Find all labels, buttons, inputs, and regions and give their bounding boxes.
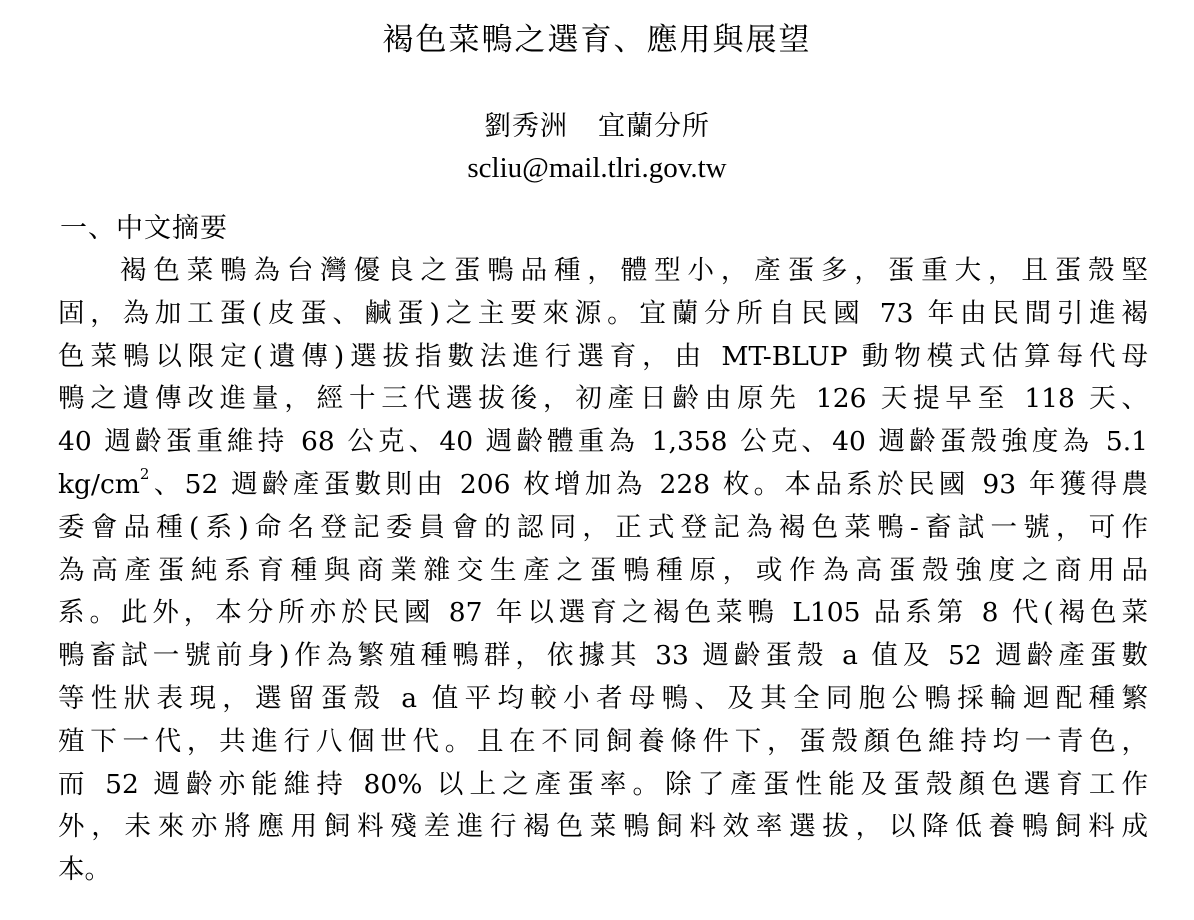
author-affiliation: 宜蘭分所 bbox=[598, 111, 710, 142]
section-heading-abstract: 一、中文摘要 bbox=[60, 213, 228, 244]
unit-superscript: 2 bbox=[139, 464, 150, 483]
author-line bbox=[0, 107, 1194, 147]
abstract-line: 固，為加工蛋(皮蛋、鹹蛋)之主要來源。宜蘭分所自民國 73 年由民間引進褐 bbox=[58, 297, 1148, 329]
author-name: 劉秀洲 bbox=[484, 111, 568, 142]
abstract-line: 鴨之遺傳改進量，經十三代選拔後，初產日齡由原先 126 天提早至 118 天、 bbox=[58, 383, 1148, 415]
abstract-line: 系。此外，本分所亦於民國 87 年以選育之褐色菜鴨 L105 品系第 8 代(褐色菜 bbox=[58, 597, 1148, 629]
abstract-line: 色菜鴨以限定(遺傳)選拔指數法進行選育，由 MT-BLUP 動物模式估算每代母 bbox=[58, 340, 1148, 372]
abstract-line: 而 52 週齡亦能維持 80% 以上之產蛋率。除了產蛋性能及蛋殼顏色選育工作 bbox=[58, 768, 1148, 800]
unit-line-rest: 、52 週齡產蛋數則由 206 枚增加為 228 枚。本品系於民國 93 年獲得農 bbox=[149, 468, 1148, 500]
abstract-line: 褐色菜鴨為台灣優良之蛋鴨品種，體型小，產蛋多，蛋重大，且蛋殼堅 bbox=[120, 255, 1148, 286]
abstract-line: 40 週齡蛋重維持 68 公克、40 週齡體重為 1,358 公克、40 週齡蛋殼強度為 5.1 bbox=[58, 426, 1148, 458]
document-title: 褐色菜鴨之選育、應用與展望 bbox=[382, 22, 812, 58]
abstract-line: 為高產蛋純系育種與商業雜交生產之蛋鴨種原，或作為高蛋殼強度之商用品 bbox=[58, 554, 1148, 586]
abstract-line: 鴨畜試一號前身)作為繁殖種鴨群，依據其 33 週齡蛋殼 a 值及 52 週齡產蛋數 bbox=[58, 640, 1148, 672]
abstract-line: 殖下一代，共進行八個世代。且在不同飼養條件下，蛋殼顏色維持均一青色， bbox=[58, 725, 1148, 757]
abstract-line: 外，未來亦將應用飼料殘差進行褐色菜鴨飼料效率選拔，以降低養鴨飼料成 bbox=[58, 811, 1148, 843]
abstract-line: 本。 bbox=[58, 854, 111, 886]
unit-text: kg/cm bbox=[58, 468, 140, 500]
abstract-line: 等性狀表現，選留蛋殼 a 值平均較小者母鴨、及其全同胞公鴨採輪迴配種繁 bbox=[58, 682, 1148, 714]
author-email: scliu@mail.tlri.gov.tw bbox=[467, 152, 727, 184]
abstract-line-unit bbox=[58, 464, 1148, 507]
abstract-line: 委會品種(系)命名登記委員會的認同，正式登記為褐色菜鴨-畜試一號，可作 bbox=[58, 511, 1148, 543]
abstract-paragraph bbox=[58, 250, 1148, 892]
